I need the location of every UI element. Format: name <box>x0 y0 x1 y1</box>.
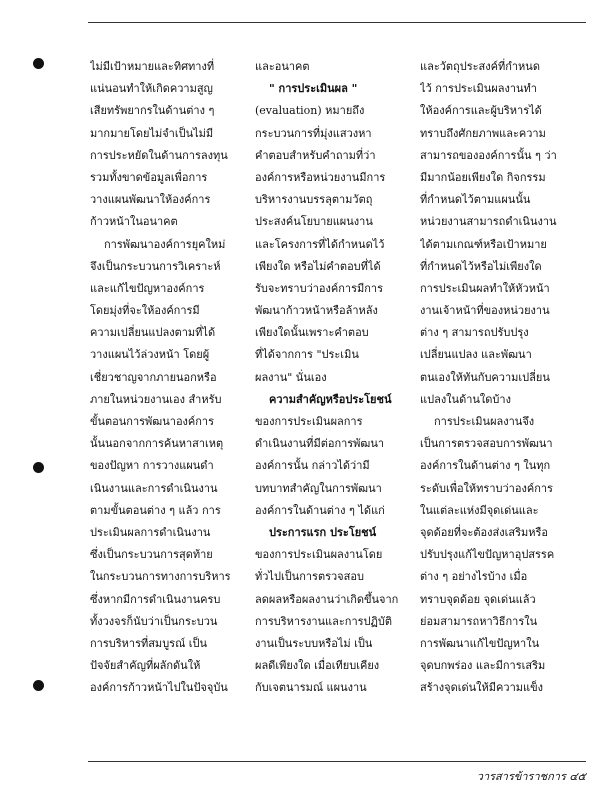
text-line: องค์การในด้านต่าง ๆ ได้แก่ <box>255 503 385 517</box>
text-line: และแก้ไขปัญหาองค์การ <box>90 281 205 295</box>
bottom-rule <box>88 761 586 762</box>
text-line: ทราบถึงศักยภาพและความ <box>420 126 546 140</box>
term-heading: " การประเมินผล " <box>269 82 358 96</box>
text-line: แน่นอนทำให้เกิดความสูญ <box>90 82 213 96</box>
text-line: ตนเองให้ทันกับความเปลี่ยน <box>420 370 550 384</box>
text-line: หน่วยงานสามารถดำเนินงาน <box>420 215 557 229</box>
text-line: บริหารงานบรรลุตามวัตถุ <box>255 193 373 207</box>
text-line: เพียงใด หรือไม่คำตอบที่ได้ <box>255 259 381 273</box>
text-line: บทบาทสำคัญในการพัฒนา <box>255 481 382 495</box>
text-line: องค์การก้าวหน้าไปในปัจจุบัน <box>90 681 228 695</box>
text-line: จุดด้อยที่จะต้องส่งเสริมหรือ <box>420 525 548 539</box>
text-line: ตามขั้นตอนต่าง ๆ แล้ว การ <box>90 503 221 517</box>
text-line: ลดผลหรือผลงานว่าเกิดขึ้นจาก <box>255 592 399 606</box>
text-line: ในกระบวนการทางการบริหาร <box>90 570 231 584</box>
text-line: การประหยัดในด้านการลงทุน <box>90 148 228 162</box>
text-line: มีมากน้อยเพียงใด กิจกรรม <box>420 170 546 184</box>
text-line: การบริหารที่สมบูรณ์ เป็น <box>90 636 208 650</box>
text-line: จึงเป็นกระบวนการวิเคราะห์ <box>90 259 221 273</box>
text-line: เป็นการตรวจสอบการพัฒนา <box>420 437 553 451</box>
text-line: ให้องค์การและผู้บริหารได้ <box>420 104 542 118</box>
punch-hole <box>33 680 44 691</box>
text-line: (evaluation) หมายถึง <box>255 104 365 118</box>
text-line: ดำเนินงานที่มีต่อการพัฒนา <box>255 437 385 451</box>
text-line: เปลี่ยนแปลง และพัฒนา <box>420 348 532 362</box>
punch-hole <box>33 58 44 69</box>
text-line: สามารถขององค์การนั้น ๆ ว่า <box>420 148 557 162</box>
text-line: ของการประเมินผลงานโดย <box>255 548 383 562</box>
text-line: ระดับเพื่อให้ทราบว่าองค์การ <box>420 481 553 495</box>
text-line: งานเจ้าหน้าที่ของหน่วยงาน <box>420 304 550 318</box>
text-line: การพัฒนาแก้ไขปัญหาใน <box>420 636 540 650</box>
text-line: ประเมินผลการดำเนินงาน <box>90 525 211 539</box>
text-line: องค์การนั้น กล่าวได้ว่ามี <box>255 459 370 473</box>
text-line: การประเมินผลทำให้หัวหน้า <box>420 281 550 295</box>
text-line: กับเจตนารมณ์ แผนงาน <box>255 681 367 695</box>
text-line: ของการประเมินผลการ <box>255 415 363 428</box>
text-line: กระบวนการที่มุ่งแสวงหา <box>255 126 372 140</box>
top-rule <box>88 22 586 23</box>
text-line: มากมายโดยไม่จำเป็นไม่มี <box>90 126 214 140</box>
text-line: และโครงการที่ได้กำหนดไว้ <box>255 237 385 251</box>
text-line: ทั่วไปเป็นการตรวจสอบ <box>255 570 364 584</box>
text-line: การบริหารงานและการปฏิบัติ <box>255 614 393 628</box>
text-line: เพียงใดนั้นเพราะคำตอบ <box>255 326 369 340</box>
text-line: เชี่ยวชาญจากภายนอกหรือ <box>90 370 217 384</box>
text-line: ได้ตามเกณฑ์หรือเป้าหมาย <box>420 237 547 251</box>
text-line: องค์การในด้านต่าง ๆ ในทุก <box>420 459 551 473</box>
text-line: ขั้นตอนการพัฒนาองค์การ <box>90 415 215 428</box>
text-line: ย่อมสามารถหาวิธีการใน <box>420 614 538 628</box>
text-line: ปัจจัยสำคัญที่ผลักดันให้ <box>90 659 201 673</box>
text-line: โดยมุ่งที่จะให้องค์การมี <box>90 304 200 318</box>
section-heading: ความสำคัญหรือประโยชน์ <box>269 392 392 406</box>
text-line: นั้นนอกจากการค้นหาสาเหตุ <box>90 437 224 451</box>
text-line: เนินงานและการดำเนินงาน <box>90 481 218 495</box>
text-line: ในแต่ละแห่งมีจุดเด่นและ <box>420 503 539 517</box>
text-line: ของปัญหา การวางแผนดำ <box>90 459 214 473</box>
text-line: ผลดีเพียงใด เมื่อเทียบเคียง <box>255 659 380 673</box>
text-line: เสียทรัพยากรในด้านต่าง ๆ <box>90 104 215 118</box>
text-line: ต่าง ๆ อย่างไรบ้าง เมื่อ <box>420 570 528 584</box>
text-line: งานเป็นระบบหรือไม่ เป็น <box>255 636 373 650</box>
text-line: รับจะทราบว่าองค์การมีการ <box>255 281 383 295</box>
text-line: ทั้งวงจรก็นับว่าเป็นกระบวน <box>90 614 218 628</box>
text-line: และวัตถุประสงค์ที่กำหนด <box>420 60 540 73</box>
text-line: แปลงในด้านใดบ้าง <box>420 392 511 406</box>
text-line: วางแผนพัฒนาให้องค์การ <box>90 193 211 207</box>
text-line: ประสงค์นโยบายแผนงาน <box>255 215 373 229</box>
text-line: ทราบจุดด้อย จุดเด่นแล้ว <box>420 592 536 606</box>
section-heading: ประการแรก ประโยชน์ <box>269 525 377 539</box>
text-line: ไว้ การประเมินผลงานทำ <box>420 82 537 96</box>
text-line: ที่ได้จากการ "ประเมิน <box>255 348 359 362</box>
text-line: จุดบกพร่อง และมีการเสริม <box>420 659 546 673</box>
text-column-3 <box>420 56 565 699</box>
text-line: ภายในหน่วยงานเอง สำหรับ <box>90 392 222 406</box>
text-line: ที่กำหนดไว้ตามแผนนั้น <box>420 193 531 207</box>
text-line: ต่าง ๆ สามารถปรับปรุง <box>420 326 529 340</box>
text-line: สร้างจุดเด่นให้มีความแข็ง <box>420 681 543 695</box>
text-line: ซึ่งหากมีการดำเนินงานครบ <box>90 592 221 606</box>
text-line: พัฒนาก้าวหน้าหรือล้าหลัง <box>255 304 378 318</box>
text-line: ก้าวหน้าในอนาคต <box>90 215 178 229</box>
text-line: องค์การหรือหน่วยงานมีการ <box>255 170 386 184</box>
text-column-2 <box>255 56 400 699</box>
text-line: การพัฒนาองค์การยุคใหม่ <box>104 237 226 251</box>
text-line: คำตอบสำหรับคำถามที่ว่า <box>255 148 376 162</box>
text-line: ที่กำหนดไว้หรือไม่เพียงใด <box>420 259 542 273</box>
text-line: ไม่มีเป้าหมายและทิศทางที่ <box>90 60 215 73</box>
text-line: วางแผนไว้ล่วงหน้า โดยผู้ <box>90 348 210 362</box>
text-line: รวมทั้งขาดข้อมูลเพื่อการ <box>90 170 208 184</box>
punch-hole <box>33 462 44 473</box>
text-line: และอนาคต <box>255 60 310 73</box>
text-line: ซึ่งเป็นกระบวนการสุดท้าย <box>90 548 213 562</box>
text-column-1 <box>90 56 235 699</box>
text-line: ผลงาน" นั่นเอง <box>255 370 327 384</box>
text-line: ความเปลี่ยนแปลงตามที่ได้ <box>90 326 216 340</box>
page-footer: วารสารข้าราชการ ๔๕ <box>476 770 586 783</box>
text-line: การประเมินผลงานจึง <box>434 415 535 428</box>
text-line: ปรับปรุงแก้ไขปัญหาอุปสรรค <box>420 548 555 562</box>
